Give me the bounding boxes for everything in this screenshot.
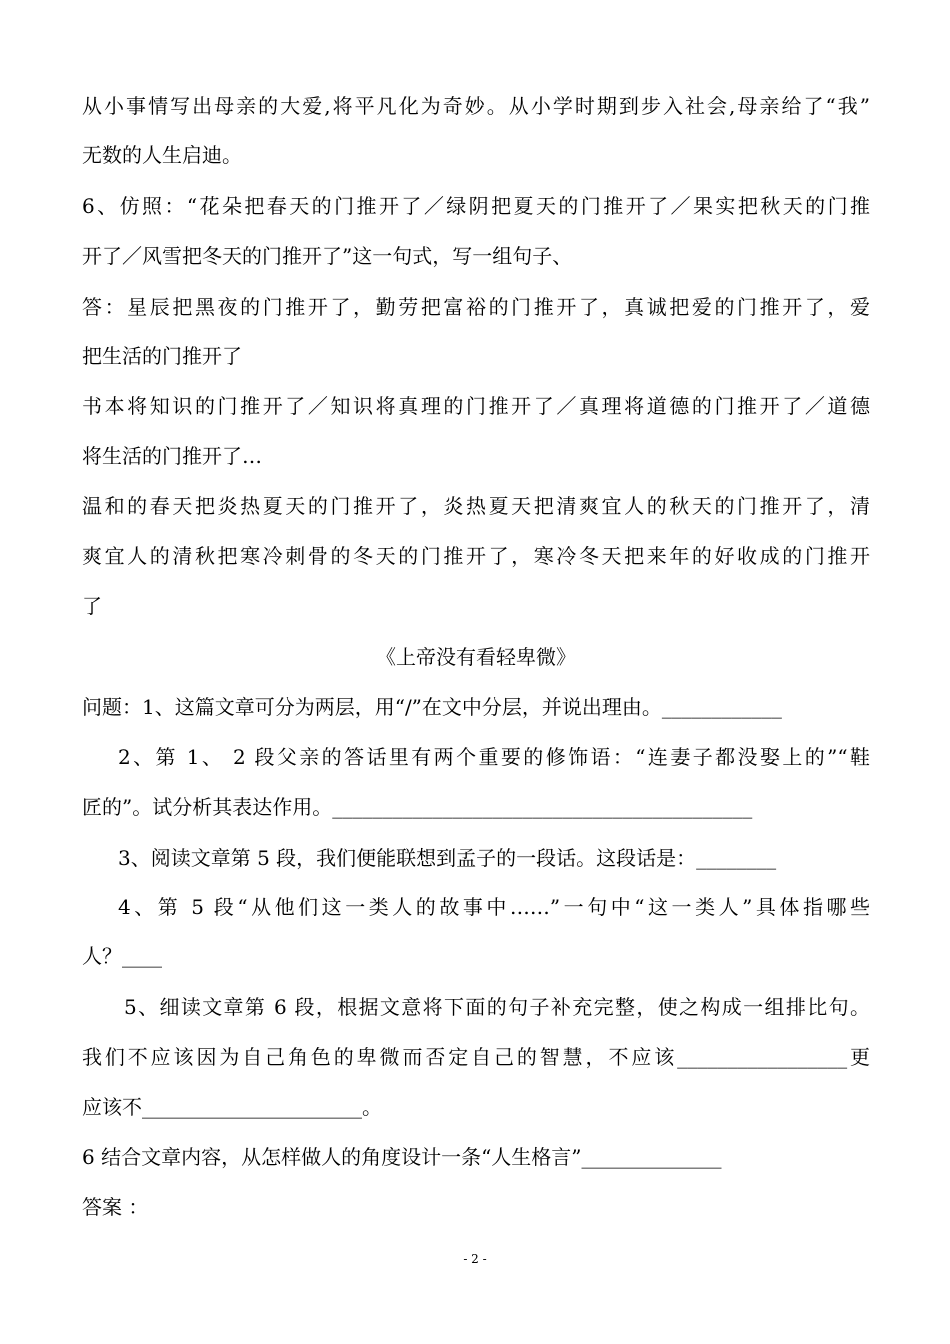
question-6-line-1: 6、仿照：“花朵把春天的门推开了／绿阴把夏天的门推开了／果实把秋天的门推 [82,194,870,218]
question-1: 问题：1、这篇文章可分为两层，用“/”在文中分层，并说出理由。____________ [82,695,782,719]
question-5-line-1: 5、细读文章第 6 段，根据文意将下面的句子补充完整，使之构成一组排比句。 [124,995,870,1019]
question-5-line-2: 我们不应该因为自己角色的卑微而否定自己的智慧，不应该_________________更 [82,1045,870,1069]
text-line-1: 从小事情写出母亲的大爱,将平凡化为奇妙。从小学时期到步入社会,母亲给了“我” [82,94,870,118]
text-line-2: 无数的人生启迪。 [82,143,242,167]
page-number: - 2 - [463,1252,487,1266]
answer-line-1: 答：星辰把黑夜的门推开了，勤劳把富裕的门推开了，真诚把爱的门推开了，爱 [82,295,870,319]
article-title: 《上帝没有看轻卑微》 [376,645,576,669]
question-5-line-3: 应该不______________________。 [82,1095,382,1119]
question-6-line-2: 开了／风雪把冬天的门推开了”这一句式，写一组句子、 [82,244,573,268]
answer-line-7: 了 [82,594,102,618]
answer-line-5: 温和的春天把炎热夏天的门推开了，炎热夏天把清爽宜人的秋天的门推开了，清 [82,494,870,518]
question-4-line-1: 4、第 5 段“从他们这一类人的故事中……”一句中“这一类人”具体指哪些 [118,895,870,919]
question-3: 3、阅读文章第 5 段，我们便能联想到孟子的一段话。这段话是：________ [118,846,777,870]
answer-line-3: 书本将知识的门推开了／知识将真理的门推开了／真理将道德的门推开了／道德 [82,394,870,418]
question-6: 6 结合文章内容，从怎样做人的角度设计一条“人生格言”______________ [82,1145,722,1169]
answer-line-4: 将生活的门推开了… [82,444,262,468]
question-2-line-2: 匠的”。试分析其表达作用。__________________________________________ [82,795,753,819]
question-2-line-1: 2、第 1、 2 段父亲的答话里有两个重要的修饰语：“连妻子都没娶上的”“鞋 [118,745,870,769]
question-4-line-2: 人？____ [82,944,162,968]
answer-label: 答案 ： [82,1195,149,1219]
answer-line-2: 把生活的门推开了 [82,344,242,368]
answer-line-6: 爽宜人的清秋把寒冷刺骨的冬天的门推开了，寒冷冬天把来年的好收成的门推开 [82,544,870,568]
